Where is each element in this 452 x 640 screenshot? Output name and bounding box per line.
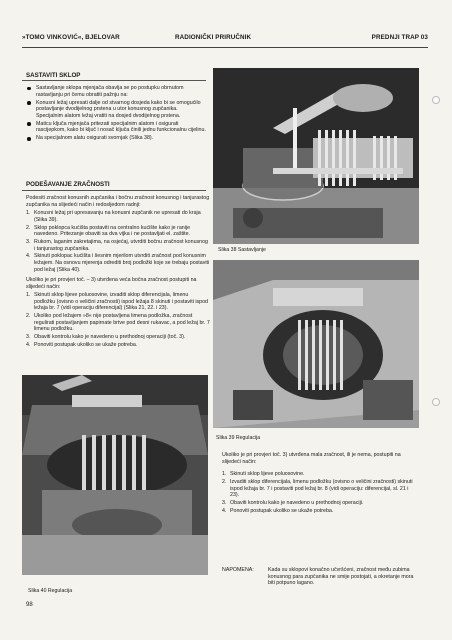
figure-40-photo	[22, 375, 208, 575]
bullet-dot	[27, 122, 31, 126]
section-title-sastaviti: SASTAVITI SKLOP	[26, 72, 81, 79]
step-item: 1. Skinuti sklop lijeve poluosovine.	[222, 471, 305, 478]
section1-bullets	[26, 85, 206, 143]
bullet-dot	[27, 87, 31, 91]
bullet-item: Na specijalnom alatu osigurati svornjak (Slika 38).	[26, 135, 206, 142]
punch-hole	[432, 398, 440, 406]
step-item: 2. Ukoliko pod ležajem »8« nije postavljena limena podložka, zračnost regulirati postavljanjem papirnate brtve pod desni rukavac, a pod ležaj br. 7 limenu podložku.	[26, 313, 210, 333]
bullet-item: Maticu ključa mjenjača pritezati specijalnim alatom i osigurati rascijepkom, kako bi ključ i nosač ključa činili jednu funkcionalnu cijelinu.	[26, 121, 206, 134]
section3-intro: Ukoliko je pri provjeri toč. 3) utvrđena mala zračnost, ili je nema, postupiti na slijedeći način:	[222, 452, 401, 465]
figure-38-caption: Slika 38 Sastavljanje	[218, 247, 266, 253]
figure-39-photo	[213, 260, 419, 428]
header-center: RADIONIČKI PRIRUČNIK	[175, 34, 252, 41]
step-item: 3. Obaviti kontrolu kako je navedeno u prethodnoj operaciji (toč. 3).	[26, 334, 186, 341]
step-item: 4. Ponoviti postupak ukoliko se ukaže potreba.	[222, 507, 334, 514]
section-rule	[22, 80, 206, 81]
section2-intro: Podesiti zračnost konusnih zupčanika i bočnu zračnost konusnog i tanjurastog zupčanika na slijedeći način i redosljedom radnji:	[26, 195, 210, 208]
note-text: Kada su sklopovi konačno učvršćeni, zračnost među zubima konusnog para zupčanika ne smije postojati, a okretanje mora biti potpuno lagano.	[268, 567, 414, 587]
section3-body	[222, 452, 418, 516]
figure-39-caption: Slika 39 Regulacija	[216, 435, 261, 441]
figure-40-caption: Slika 40 Regulacija	[28, 588, 73, 594]
header-left: »TOMO VINKOVIĆ«, BJELOVAR	[22, 34, 120, 41]
page-number: 98	[26, 602, 33, 608]
step-item: 3. Obaviti kontrolu kako je navedeno u prethodnoj operaciji.	[222, 499, 364, 506]
bullet-dot	[27, 101, 31, 105]
step-item: 2. Izvaditi sklop diferencijala, limenu podložku (ovisno o veličini zračnosti) skinuti ispod ležaja br. 7 i postaviti pod ležaj br. 8 (vidi operaciju: diferencijal, sl. 21 i 23).	[222, 478, 413, 499]
step-item: 4. Skinuti poklopac kućišta i šesnim mjerilom utvrditi zračnost pod konusnim ležajem. Na osnovu mjerenja odrediti broj podložki koje se trebaju postaviti pod ležaj (Slika 40).	[26, 253, 210, 273]
note-block	[222, 567, 420, 587]
step-item: 2. Sklop poklopca kućišta postaviti na centralno kućište kako je ranije navedeno. Pritezanje obaviti sa dva vijka i ne postavljati el. zaštite.	[26, 224, 191, 238]
step-item: 4. Ponoviti postupak ukoliko se ukaže potreba.	[26, 342, 138, 348]
section-title-podesavanje: PODEŠAVANJE ZRAČNOSTI	[26, 181, 110, 188]
note-label: NAPOMENA:	[222, 567, 254, 573]
bullet-dot	[27, 137, 31, 141]
header-rule	[22, 47, 428, 48]
header-right: PREDNJI TRAP 03	[371, 34, 428, 41]
section2-body	[26, 195, 210, 350]
step-item: 1. Konusni ležaj pri upresavanju na konusni zupčanik ne upresati do kraja (Slika 39).	[26, 210, 201, 223]
step-item: 3. Rukom, laganim zakretajima, na osjećaj, utvrditi bočnu zračnost konusnog i tanjurastog zupčanika.	[26, 238, 209, 252]
bullet-item: Konusni ležaj upresati dalje od stvarnog dosjeda kako bi se omogućilo postavljanje dvodijelnog prstena u utor konusnog zupčanika. Specijalnim alatom ležaj vratiti na dosjed dvodijelnog prstena.	[26, 100, 206, 120]
step-item: 1. Skinuti sklop lijeve poluosovine, izvaditi sklop diferencijala, limenu podložku (ovisno o veličini zračnosti) ispod ležaja 8 skinuti i postaviti ispod ležaja br. 7 (vidi operaciju diferencijal) (Slika 21, 22. i 23).	[26, 292, 209, 312]
figure-38-photo	[213, 68, 419, 244]
section2-intro2: Ukoliko je pri provjeri toč. – 3) utvrđena veća bočna zračnost postupiti na slijedeći način:	[26, 277, 197, 290]
section-rule	[22, 190, 206, 191]
bullet-item: Sastavljanje sklopa mjenjača obavlja se po postupku obrnutom rastavljanju pri čemu obratiti pažnju na:	[26, 85, 206, 98]
punch-hole	[432, 96, 440, 104]
